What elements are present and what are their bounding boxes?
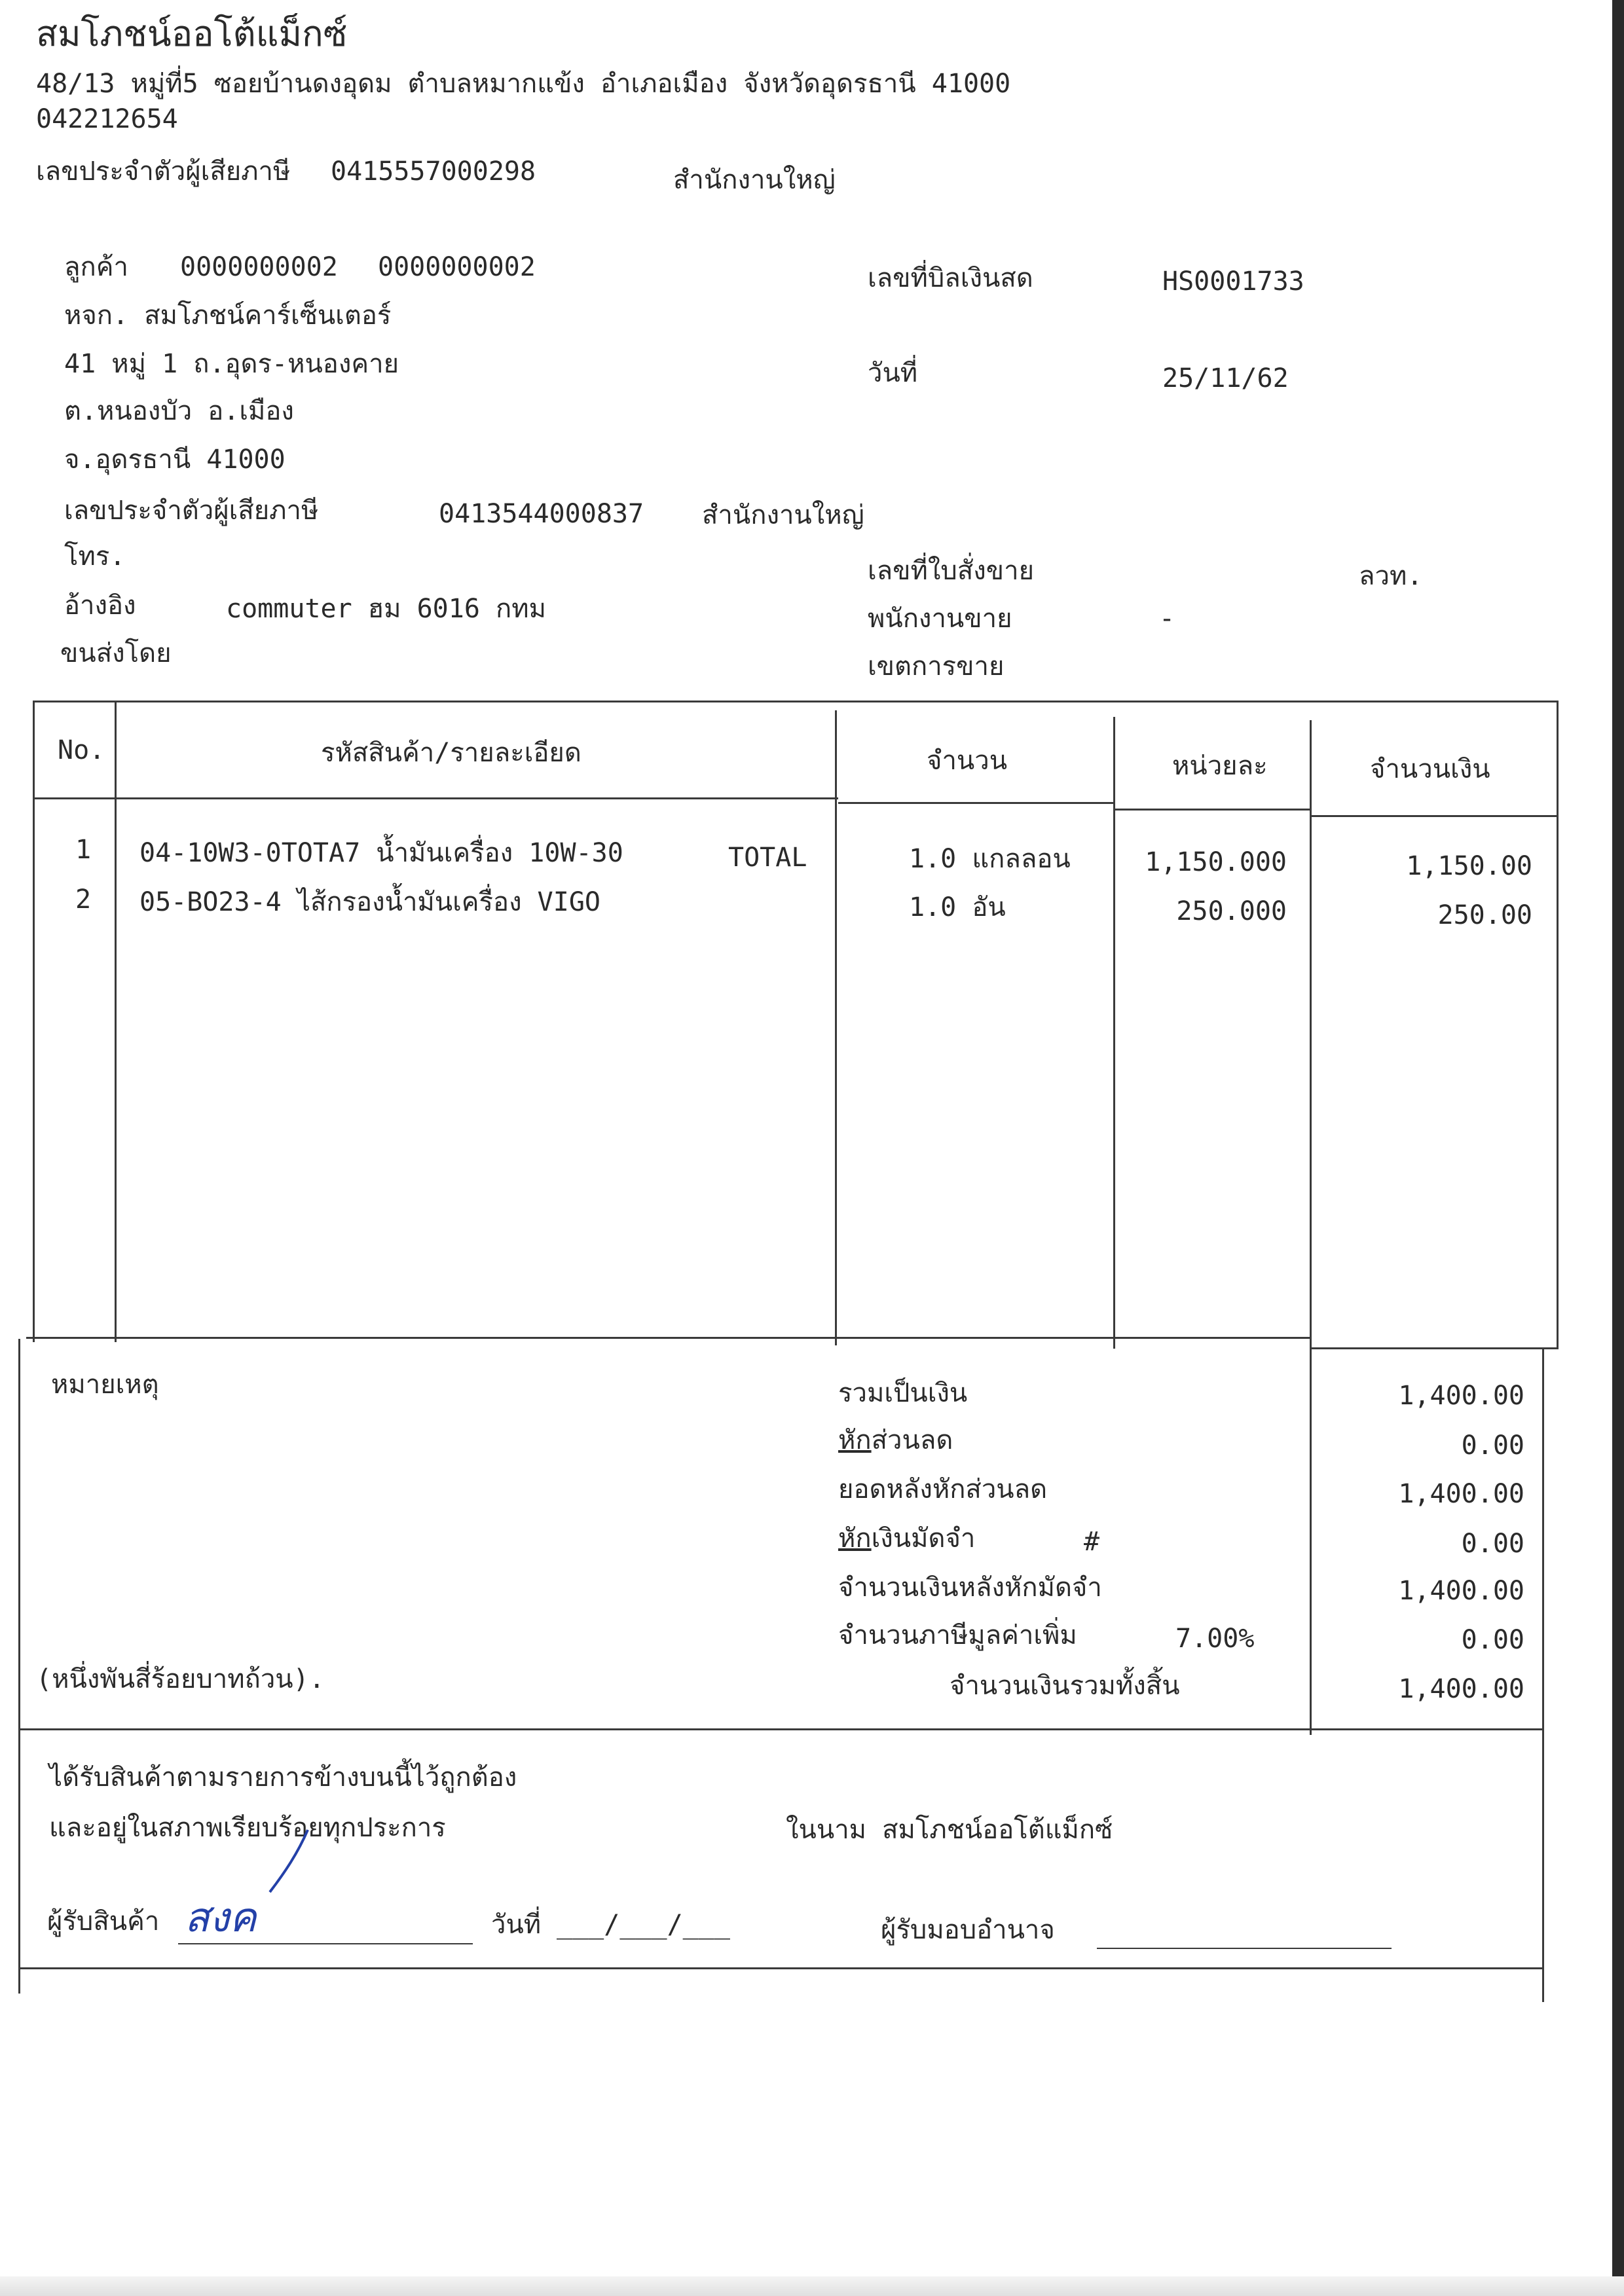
salesperson-value: -	[1159, 604, 1175, 634]
row-amount: 250.00	[1437, 900, 1532, 930]
deposit-value: 0.00	[1461, 1529, 1524, 1559]
bill-no-label: เลขที่บิลเงินสด	[868, 263, 1033, 293]
company-tax-id: 0415557000298	[331, 156, 536, 187]
sales-order-value: ลวท.	[1359, 561, 1423, 591]
subtotal-value: 1,400.00	[1398, 1381, 1524, 1411]
ship-by-label: ขนส่งโดย	[60, 638, 172, 668]
customer-label: ลูกค้า	[64, 252, 128, 282]
discount-label: หักส่วนลด	[838, 1425, 953, 1455]
row-amount: 1,150.00	[1406, 851, 1532, 881]
row-description: 05-BO23-4 ไส้กรองน้ำมันเครื่อง VIGO	[139, 887, 601, 917]
receiver-label: ผู้รับสินค้า	[47, 1906, 160, 1937]
scan-edge-bottom	[0, 2276, 1624, 2296]
company-tax-label: เลขประจำตัวผู้เสียภาษี	[36, 156, 291, 187]
vat-label: จำนวนภาษีมูลค่าเพิ่ม	[838, 1620, 1077, 1650]
header-no: No.	[58, 735, 105, 765]
customer-branch: สำนักงานใหญ่	[702, 500, 864, 530]
after-deposit-value: 1,400.00	[1398, 1576, 1524, 1606]
header-quantity: จำนวน	[927, 746, 1008, 776]
remark-label: หมายเหตุ	[51, 1370, 159, 1400]
customer-code-2: 0000000002	[378, 252, 536, 282]
signature-stroke	[262, 1827, 314, 1899]
subtotal-label: รวมเป็นเงิน	[838, 1378, 968, 1408]
salesperson-label: พนักงานขาย	[868, 604, 1012, 634]
customer-tax-id: 0413544000837	[439, 499, 644, 529]
grand-total-label: จำนวนเงินรวมทั้งสิ้น	[950, 1671, 1180, 1701]
bill-date-value: 25/11/62	[1162, 363, 1289, 393]
header-amount: จำนวนเงิน	[1370, 754, 1490, 784]
customer-address-2: ต.หนองบัว อ.เมือง	[64, 396, 294, 426]
discount-value: 0.00	[1461, 1430, 1524, 1461]
received-statement-2: และอยู่ในสภาพเรียบร้อยทุกประการ	[49, 1813, 446, 1843]
vat-rate: 7.00%	[1175, 1624, 1255, 1654]
row-quantity: 1.0 อัน	[909, 892, 1006, 922]
on-behalf-text: ในนาม สมโภชน์ออโต้แม็กซ์	[786, 1815, 1113, 1845]
authorized-label: ผู้รับมอบอำนาจ	[881, 1915, 1055, 1945]
header-description: รหัสสินค้า/รายละเอียด	[321, 738, 581, 768]
row-brand: TOTAL	[728, 843, 807, 873]
company-phone: 042212654	[36, 104, 178, 134]
receive-date-label: วันที่	[491, 1910, 542, 1940]
after-discount-value: 1,400.00	[1398, 1479, 1524, 1509]
after-deposit-label: จำนวนเงินหลังหักมัดจำ	[838, 1573, 1102, 1603]
bill-no-value: HS0001733	[1162, 266, 1304, 297]
after-discount-label: ยอดหลังหักส่วนลด	[838, 1474, 1048, 1504]
company-name: สมโภชน์ออโต้แม็กซ์	[36, 13, 348, 54]
scan-edge-right	[1612, 0, 1624, 2296]
receive-date-value: ___/___/___	[557, 1910, 730, 1940]
row-unit-price: 250.000	[1176, 896, 1287, 926]
row-no: 2	[75, 884, 92, 915]
authorized-signature-line	[1097, 1948, 1392, 1949]
customer-phone-label: โทร.	[64, 541, 126, 572]
sales-order-label: เลขที่ใบสั่งขาย	[868, 556, 1035, 586]
customer-code-1: 0000000002	[180, 252, 338, 282]
header-unit-price: หน่วยละ	[1172, 751, 1268, 781]
company-branch: สำนักงานใหญ่	[673, 165, 836, 195]
received-statement-1: ได้รับสินค้าตามรายการข้างบนนี้ไว้ถูกต้อง	[49, 1762, 517, 1793]
reference-value: commuter ฮม 6016 กทม	[226, 594, 546, 624]
row-description: 04-10W3-0TOTA7 น้ำมันเครื่อง 10W-30	[139, 838, 623, 868]
vat-value: 0.00	[1461, 1625, 1524, 1655]
customer-address-3: จ.อุดรธานี 41000	[64, 445, 286, 475]
deposit-hash: #	[1084, 1527, 1100, 1557]
grand-total-value: 1,400.00	[1398, 1674, 1524, 1704]
sales-area-label: เขตการขาย	[868, 651, 1005, 682]
receiver-signature: สงค	[185, 1893, 257, 1941]
row-unit-price: 1,150.000	[1145, 847, 1287, 877]
deposit-label: หักเงินมัดจำ	[838, 1523, 976, 1554]
reference-label: อ้างอิง	[64, 591, 136, 621]
company-address: 48/13 หมู่ที่5 ซอยบ้านดงอุดม ตำบลหมากแข้ง อำเภอเมือง จังหวัดอุดรธานี 41000	[36, 69, 1011, 99]
row-quantity: 1.0 แกลลอน	[909, 844, 1071, 874]
bill-date-label: วันที่	[868, 358, 918, 388]
amount-in-words: (หนึ่งพันสี่ร้อยบาทถ้วน).	[36, 1664, 325, 1694]
customer-tax-label: เลขประจำตัวผู้เสียภาษี	[64, 496, 319, 526]
customer-address-1: 41 หมู่ 1 ถ.อุดร-หนองคาย	[64, 349, 399, 379]
customer-name: หจก. สมโภชน์คาร์เซ็นเตอร์	[64, 301, 392, 331]
row-no: 1	[75, 835, 92, 865]
